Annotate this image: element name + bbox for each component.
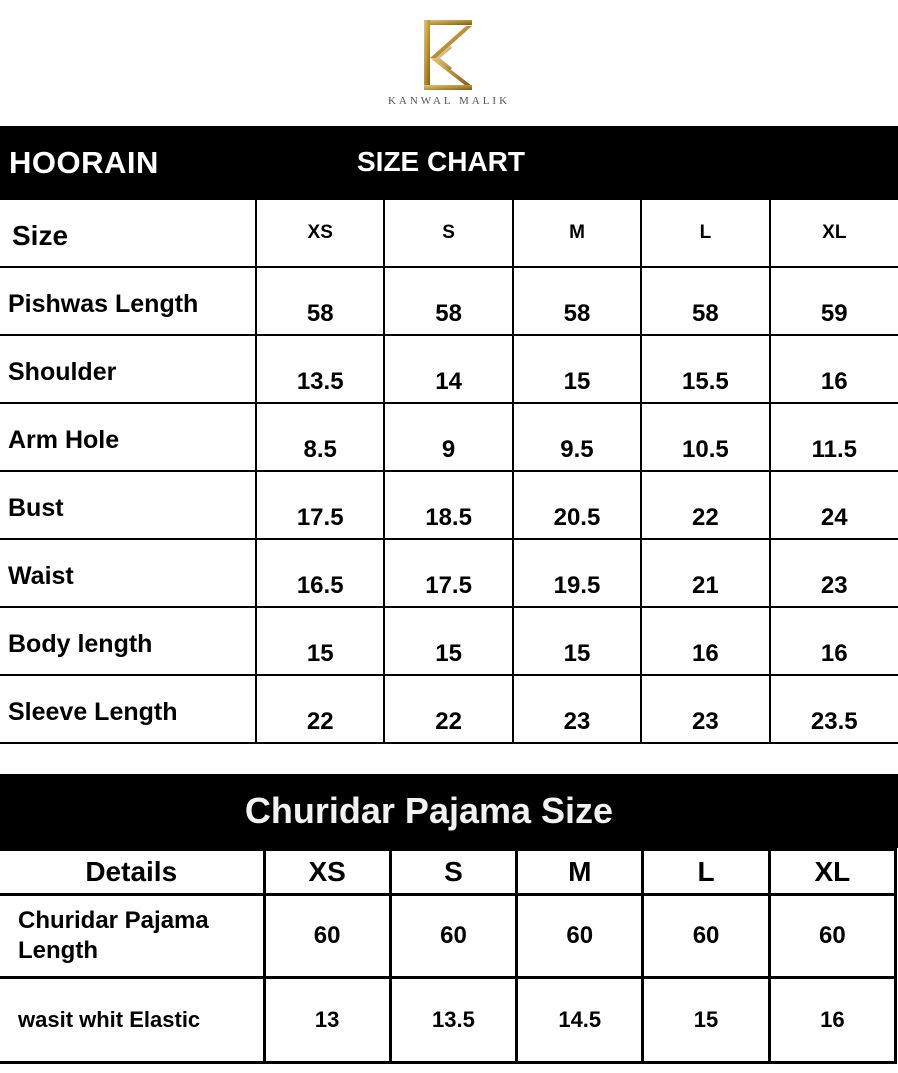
- table-cell: 15: [513, 607, 641, 675]
- row-label: Body length: [0, 607, 256, 675]
- table-cell: 60: [390, 895, 516, 978]
- table-cell: 24: [770, 471, 898, 539]
- kanwal-malik-monogram-icon: [420, 18, 476, 92]
- size-column-header: L: [643, 850, 769, 895]
- size-column-header: XS: [264, 850, 390, 895]
- table-cell: 17.5: [384, 539, 512, 607]
- table-row: [0, 607, 898, 675]
- table-cell: 15: [513, 335, 641, 403]
- table-row: [0, 267, 898, 335]
- table-row: [0, 978, 896, 1063]
- table-cell: 9: [384, 403, 512, 471]
- churidar-title: Churidar Pajama Size: [244, 790, 614, 831]
- table-cell: 19.5: [513, 539, 641, 607]
- table-cell: 8.5: [256, 403, 384, 471]
- table-cell: 14.5: [517, 978, 643, 1063]
- table-cell: 11.5: [770, 403, 898, 471]
- table-cell: 10.5: [641, 403, 769, 471]
- table-row: [0, 675, 898, 743]
- table-cell: 59: [770, 267, 898, 335]
- size-column-header: M: [517, 850, 643, 895]
- size-chart-header: [0, 126, 898, 198]
- table-cell: 18.5: [384, 471, 512, 539]
- row-label: Sleeve Length: [0, 675, 256, 743]
- row-label: Waist: [0, 539, 256, 607]
- table-cell: 22: [384, 675, 512, 743]
- table-cell: 21: [641, 539, 769, 607]
- table-cell: 16: [770, 607, 898, 675]
- table-cell: 58: [641, 267, 769, 335]
- table-cell: 16: [770, 335, 898, 403]
- size-column-header: XS: [256, 199, 384, 267]
- row-label: Bust: [0, 471, 256, 539]
- table-cell: 15: [384, 607, 512, 675]
- row-label: Arm Hole: [0, 403, 256, 471]
- row-label: Shoulder: [0, 335, 256, 403]
- table-header-row: [0, 850, 896, 895]
- table-cell: 58: [513, 267, 641, 335]
- table-cell: 23: [513, 675, 641, 743]
- table-cell: 15: [643, 978, 769, 1063]
- table-cell: 58: [256, 267, 384, 335]
- size-column-header: S: [390, 850, 516, 895]
- table-cell: 60: [264, 895, 390, 978]
- size-column-header: S: [384, 199, 512, 267]
- table-cell: 17.5: [256, 471, 384, 539]
- table-cell: 58: [384, 267, 512, 335]
- table-cell: 23.5: [770, 675, 898, 743]
- row-label: Pishwas Length: [0, 267, 256, 335]
- churidar-size-table: [0, 848, 897, 1064]
- details-header-cell: Details: [0, 850, 264, 895]
- table-cell: 13.5: [256, 335, 384, 403]
- table-cell: 13: [264, 978, 390, 1063]
- table-cell: 23: [770, 539, 898, 607]
- size-header-cell: Size: [0, 199, 256, 267]
- size-column-header: XL: [769, 850, 895, 895]
- table-cell: 22: [641, 471, 769, 539]
- table-cell: 13.5: [390, 978, 516, 1063]
- table-row: [0, 471, 898, 539]
- table-cell: 23: [641, 675, 769, 743]
- table-row: [0, 539, 898, 607]
- brand-name: KANWAL MALIK: [387, 95, 511, 107]
- row-label-line: Churidar Pajama: [18, 907, 209, 934]
- row-label-line: Length: [18, 937, 98, 964]
- table-header-row: [0, 199, 898, 267]
- table-cell: 60: [517, 895, 643, 978]
- row-label: wasit whit Elastic: [0, 978, 264, 1063]
- table-cell: 15.5: [641, 335, 769, 403]
- table-cell: 20.5: [513, 471, 641, 539]
- table-cell: 14: [384, 335, 512, 403]
- table-row: [0, 335, 898, 403]
- table-row: [0, 403, 898, 471]
- product-name: HOORAIN: [9, 145, 159, 180]
- brand-logo: [0, 0, 898, 126]
- table-cell: 60: [643, 895, 769, 978]
- table-cell: 16.5: [256, 539, 384, 607]
- table-cell: 22: [256, 675, 384, 743]
- size-column-header: XL: [770, 199, 898, 267]
- table-cell: 60: [769, 895, 895, 978]
- size-column-header: L: [641, 199, 769, 267]
- size-chart-table: [0, 198, 898, 744]
- size-column-header: M: [513, 199, 641, 267]
- table-cell: 15: [256, 607, 384, 675]
- table-cell: 9.5: [513, 403, 641, 471]
- chart-title: SIZE CHART: [357, 146, 525, 177]
- table-row: [0, 895, 896, 978]
- churidar-header: [0, 774, 898, 848]
- table-cell: 16: [641, 607, 769, 675]
- table-cell: 16: [769, 978, 895, 1063]
- row-label: [0, 895, 264, 978]
